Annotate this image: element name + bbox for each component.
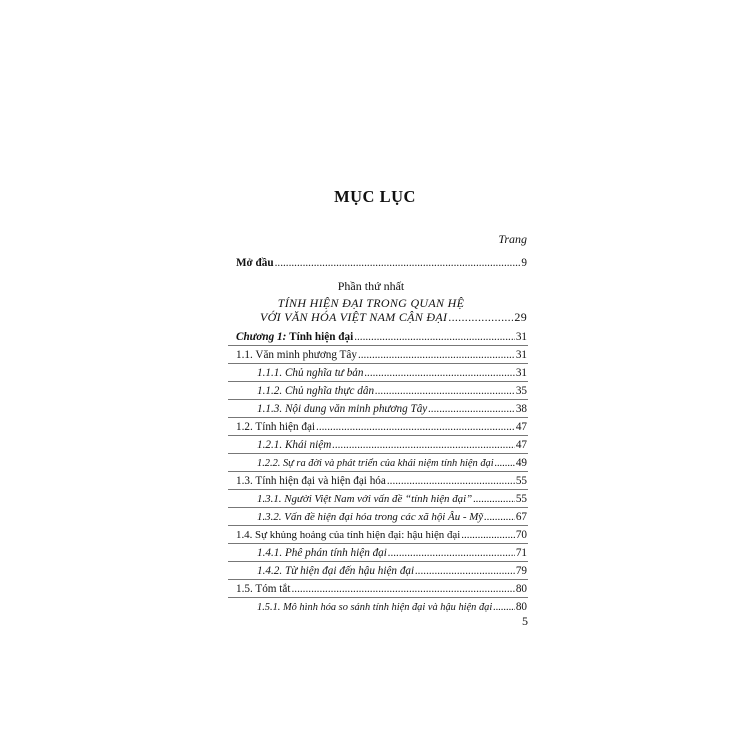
divider: [228, 597, 528, 598]
toc-entry-page: 31: [515, 367, 527, 379]
toc-entry-subsection: [257, 456, 527, 471]
toc-entry-label: [236, 330, 353, 344]
toc-entry-section: [236, 420, 527, 434]
leader-dots: [387, 474, 515, 488]
toc-entry-page: 80: [515, 583, 527, 595]
toc-entry-label: 1.4.1. Phê phán tính hiện đại: [257, 547, 387, 559]
divider: [228, 489, 528, 490]
toc-entry-label: 1.1.1. Chủ nghĩa tư bản: [257, 367, 364, 379]
divider: [228, 399, 528, 400]
toc-entry-chapter-1: [236, 330, 527, 344]
toc-entry-label: 1.4.2. Từ hiện đại đến hậu hiện đại: [257, 565, 415, 577]
toc-entry-page: 49: [515, 457, 527, 469]
divider: [228, 381, 528, 382]
leader-dots: [354, 330, 515, 344]
leader-dots: [291, 582, 514, 596]
toc-entry-label: 1.3.2. Vấn đề hiện đại hóa trong các xã hội Âu - Mỹ: [257, 511, 484, 523]
toc-entry-label: 1.3. Tính hiện đại và hiện đại hóa: [236, 475, 386, 487]
toc-entry-section: [236, 528, 527, 542]
divider: [228, 525, 528, 526]
toc-entry-page: 35: [515, 385, 527, 397]
leader-dots: [484, 510, 515, 524]
toc-entry-page: 67: [515, 511, 527, 523]
toc-entry-subsection: [257, 564, 527, 578]
toc-entry-page: 47: [515, 421, 527, 433]
page-title: MỤC LỤC: [334, 187, 416, 206]
toc-entry-subsection: [257, 546, 527, 560]
toc-entry-page: 80: [515, 601, 527, 613]
toc-entry-section: [236, 582, 527, 596]
divider: [228, 507, 528, 508]
toc-entry-label: 1.5. Tóm tắt: [236, 583, 291, 595]
toc-entry-page: 38: [515, 403, 527, 415]
toc-entry-subsection: [257, 402, 527, 416]
divider: [228, 579, 528, 580]
divider: [228, 345, 528, 346]
leader-dots: [332, 438, 515, 452]
chapter-title: Tính hiện đại: [289, 331, 354, 343]
toc-entry-section: [236, 348, 527, 362]
toc-entry-subsection: [257, 366, 527, 380]
divider: [228, 561, 528, 562]
toc-entry-page: 9: [521, 257, 527, 269]
toc-entry-part: [260, 310, 527, 324]
toc-entry-subsection: [257, 492, 527, 506]
leader-dots: [415, 564, 515, 578]
leader-dots: [495, 457, 515, 471]
toc-entry-page: 55: [515, 493, 527, 505]
toc-entry-page: 70: [515, 529, 527, 541]
leader-dots: [316, 420, 515, 434]
divider: [228, 417, 528, 418]
toc-entry-subsection: [257, 510, 527, 524]
leader-dots: [364, 366, 514, 380]
toc-entry-subsection: [257, 438, 527, 452]
divider: [228, 471, 528, 472]
toc-entry-intro: [236, 256, 527, 270]
toc-entry-page: 47: [515, 439, 527, 451]
part-title-line2: VỚI VĂN HÓA VIỆT NAM CẬN ĐẠI: [260, 310, 448, 324]
divider: [228, 363, 528, 364]
toc-entry-section: [236, 474, 527, 488]
toc-entry-label: 1.2.2. Sự ra đời và phát triển của khái niệm tính hiện đại: [257, 458, 494, 469]
leader-dots: [493, 601, 515, 615]
chapter-prefix: Chương 1:: [236, 331, 287, 343]
toc-entry-label: 1.2.1. Khái niệm: [257, 439, 332, 451]
toc-entry-page: 29: [514, 310, 527, 324]
leader-dots: [461, 528, 515, 542]
toc-entry-label: 1.2. Tính hiện đại: [236, 421, 316, 433]
toc-entry-subsection: [257, 384, 527, 398]
divider: [228, 435, 528, 436]
leader-dots: [428, 402, 515, 416]
toc-entry-label: 1.4. Sự khủng hoảng của tính hiện đại: hậu hiện đại: [236, 529, 461, 541]
toc-entry-page: 31: [515, 349, 527, 361]
leader-dots: [358, 348, 515, 362]
page-number: 5: [522, 614, 528, 628]
toc-entry-subsection: [257, 600, 527, 615]
divider: [228, 453, 528, 454]
toc-entry-page: 31: [515, 331, 527, 343]
toc-entry-page: 55: [515, 475, 527, 487]
leader-dots: [375, 384, 515, 398]
leader-dots: [448, 310, 513, 324]
toc-entry-page: 71: [515, 547, 527, 559]
toc-entry-label: 1.1. Văn minh phương Tây: [236, 349, 357, 361]
toc-entry-label: Mở đầu: [236, 257, 274, 269]
toc-entry-label: 1.3.1. Người Việt Nam với vấn đề “tính hiện đại”: [257, 493, 473, 505]
part-title-line1: TÍNH HIỆN ĐẠI TRONG QUAN HỆ: [277, 296, 465, 310]
toc-entry-label: 1.1.2. Chủ nghĩa thực dân: [257, 385, 375, 397]
part-label: Phần thứ nhất: [337, 279, 405, 293]
toc-entry-label: 1.1.3. Nội dung văn minh phương Tây: [257, 403, 428, 415]
page-column-label: Trang: [498, 232, 527, 246]
leader-dots: [275, 256, 521, 270]
leader-dots: [473, 492, 515, 506]
toc-entry-page: 79: [515, 565, 527, 577]
divider: [228, 543, 528, 544]
leader-dots: [388, 546, 515, 560]
toc-entry-label: 1.5.1. Mô hình hóa so sánh tính hiện đại và hậu hiện đại: [257, 602, 493, 613]
